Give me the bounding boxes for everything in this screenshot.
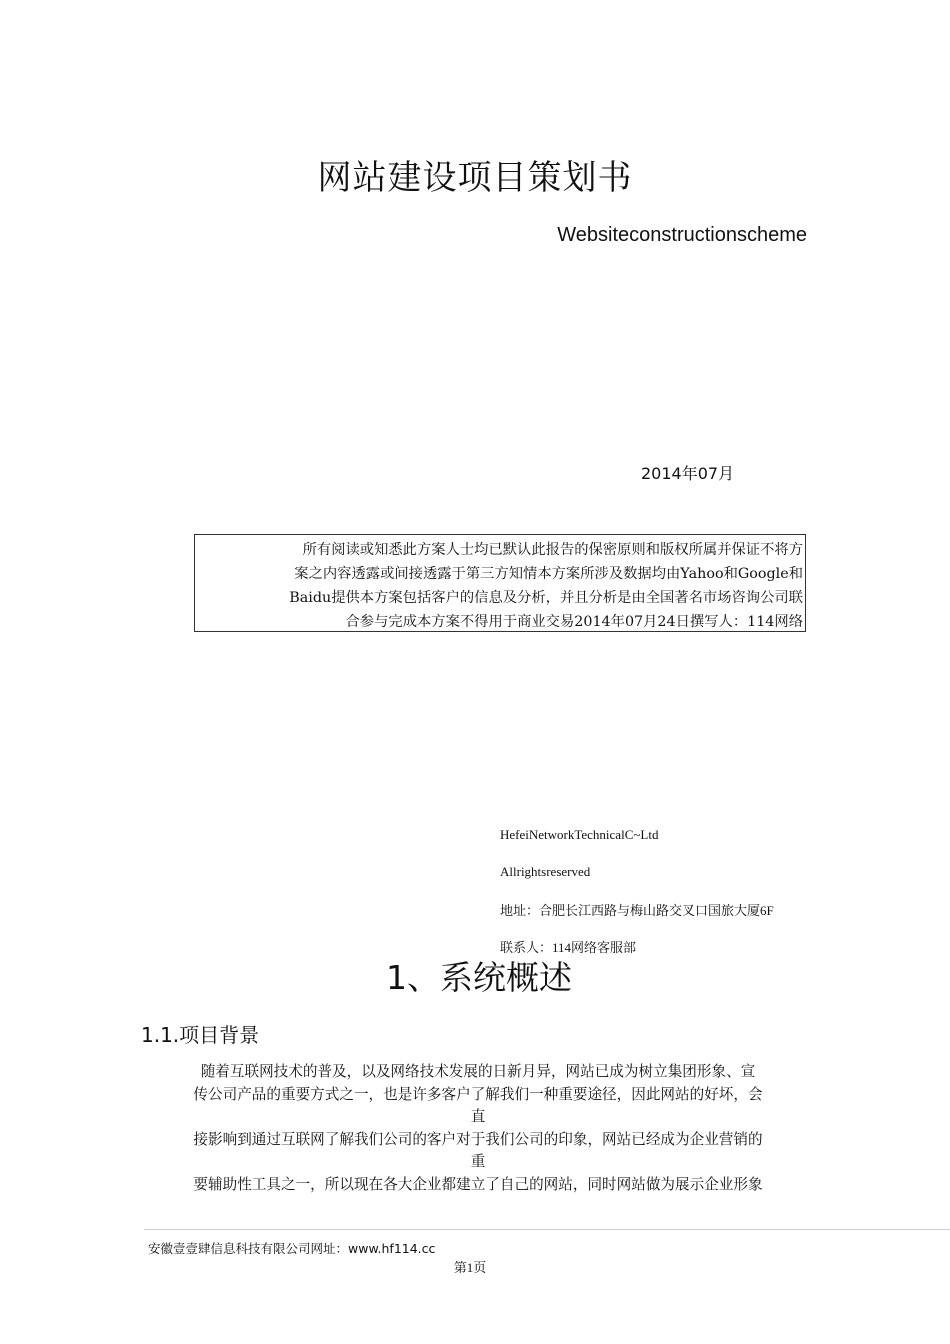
footer-company-website: 安徽壹壹肆信息科技有限公司网址：www.hf114.cc [148, 1241, 436, 1256]
rights-reserved: Allrightsreserved [500, 864, 591, 879]
notice-line: 所有阅读或知悉此方案人士均已默认此报告的保密原则和版权所属并保证不将方 [302, 542, 803, 558]
paragraph-line: 传公司产品的重要方式之一，也是许多客户了解我们一种重要途径，因此网站的好坏，会 [193, 1085, 763, 1103]
document-subtitle: Websiteconstructionscheme [557, 224, 807, 246]
paragraph-line: 接影响到通过互联网了解我们公司的客户对于我们公司的印象，网站已经成为企业营销的 [193, 1130, 763, 1148]
paragraph-line: 要辅助性工具之一，所以现在各大企业都建立了自己的网站，同时网站做为展示企业形象 [193, 1175, 763, 1193]
confidentiality-notice-box [194, 534, 806, 632]
paragraph-line: 直 [470, 1108, 486, 1125]
paragraph-line: 重 [470, 1153, 486, 1170]
background-paragraph [144, 1061, 812, 1196]
notice-line: Baidu提供本方案包括客户的信息及分析，并且分析是由全国著名市场咨询公司联 [289, 590, 803, 606]
company-contact: 联系人：114网络客服部 [500, 940, 637, 955]
company-name: HefeiNetworkTechnicalC~Ltd [500, 827, 659, 842]
subsection-heading: 1.1.项目背景 [141, 1023, 260, 1047]
section-heading: 1、系统概述 [386, 958, 572, 997]
company-address: 地址：合肥长江西路与梅山路交叉口国旅大厦6F [500, 903, 774, 918]
footer-divider [144, 1229, 950, 1230]
notice-line: 合参与完成本方案不得用于商业交易2014年07月24日撰写人：114网络 [345, 614, 803, 630]
document-title: 网站建设项目策划书 [317, 158, 633, 198]
paragraph-line: 随着互联网技术的普及，以及网络技术发展的日新月异，网站已成为树立集团形象、宣 [200, 1063, 756, 1080]
page-number: 第1页 [453, 1260, 487, 1275]
notice-line: 案之内容透露或间接透露于第三方知情本方案所涉及数据均由Yahoo和Google和 [294, 566, 803, 582]
document-date: 2014年07月 [641, 464, 735, 483]
